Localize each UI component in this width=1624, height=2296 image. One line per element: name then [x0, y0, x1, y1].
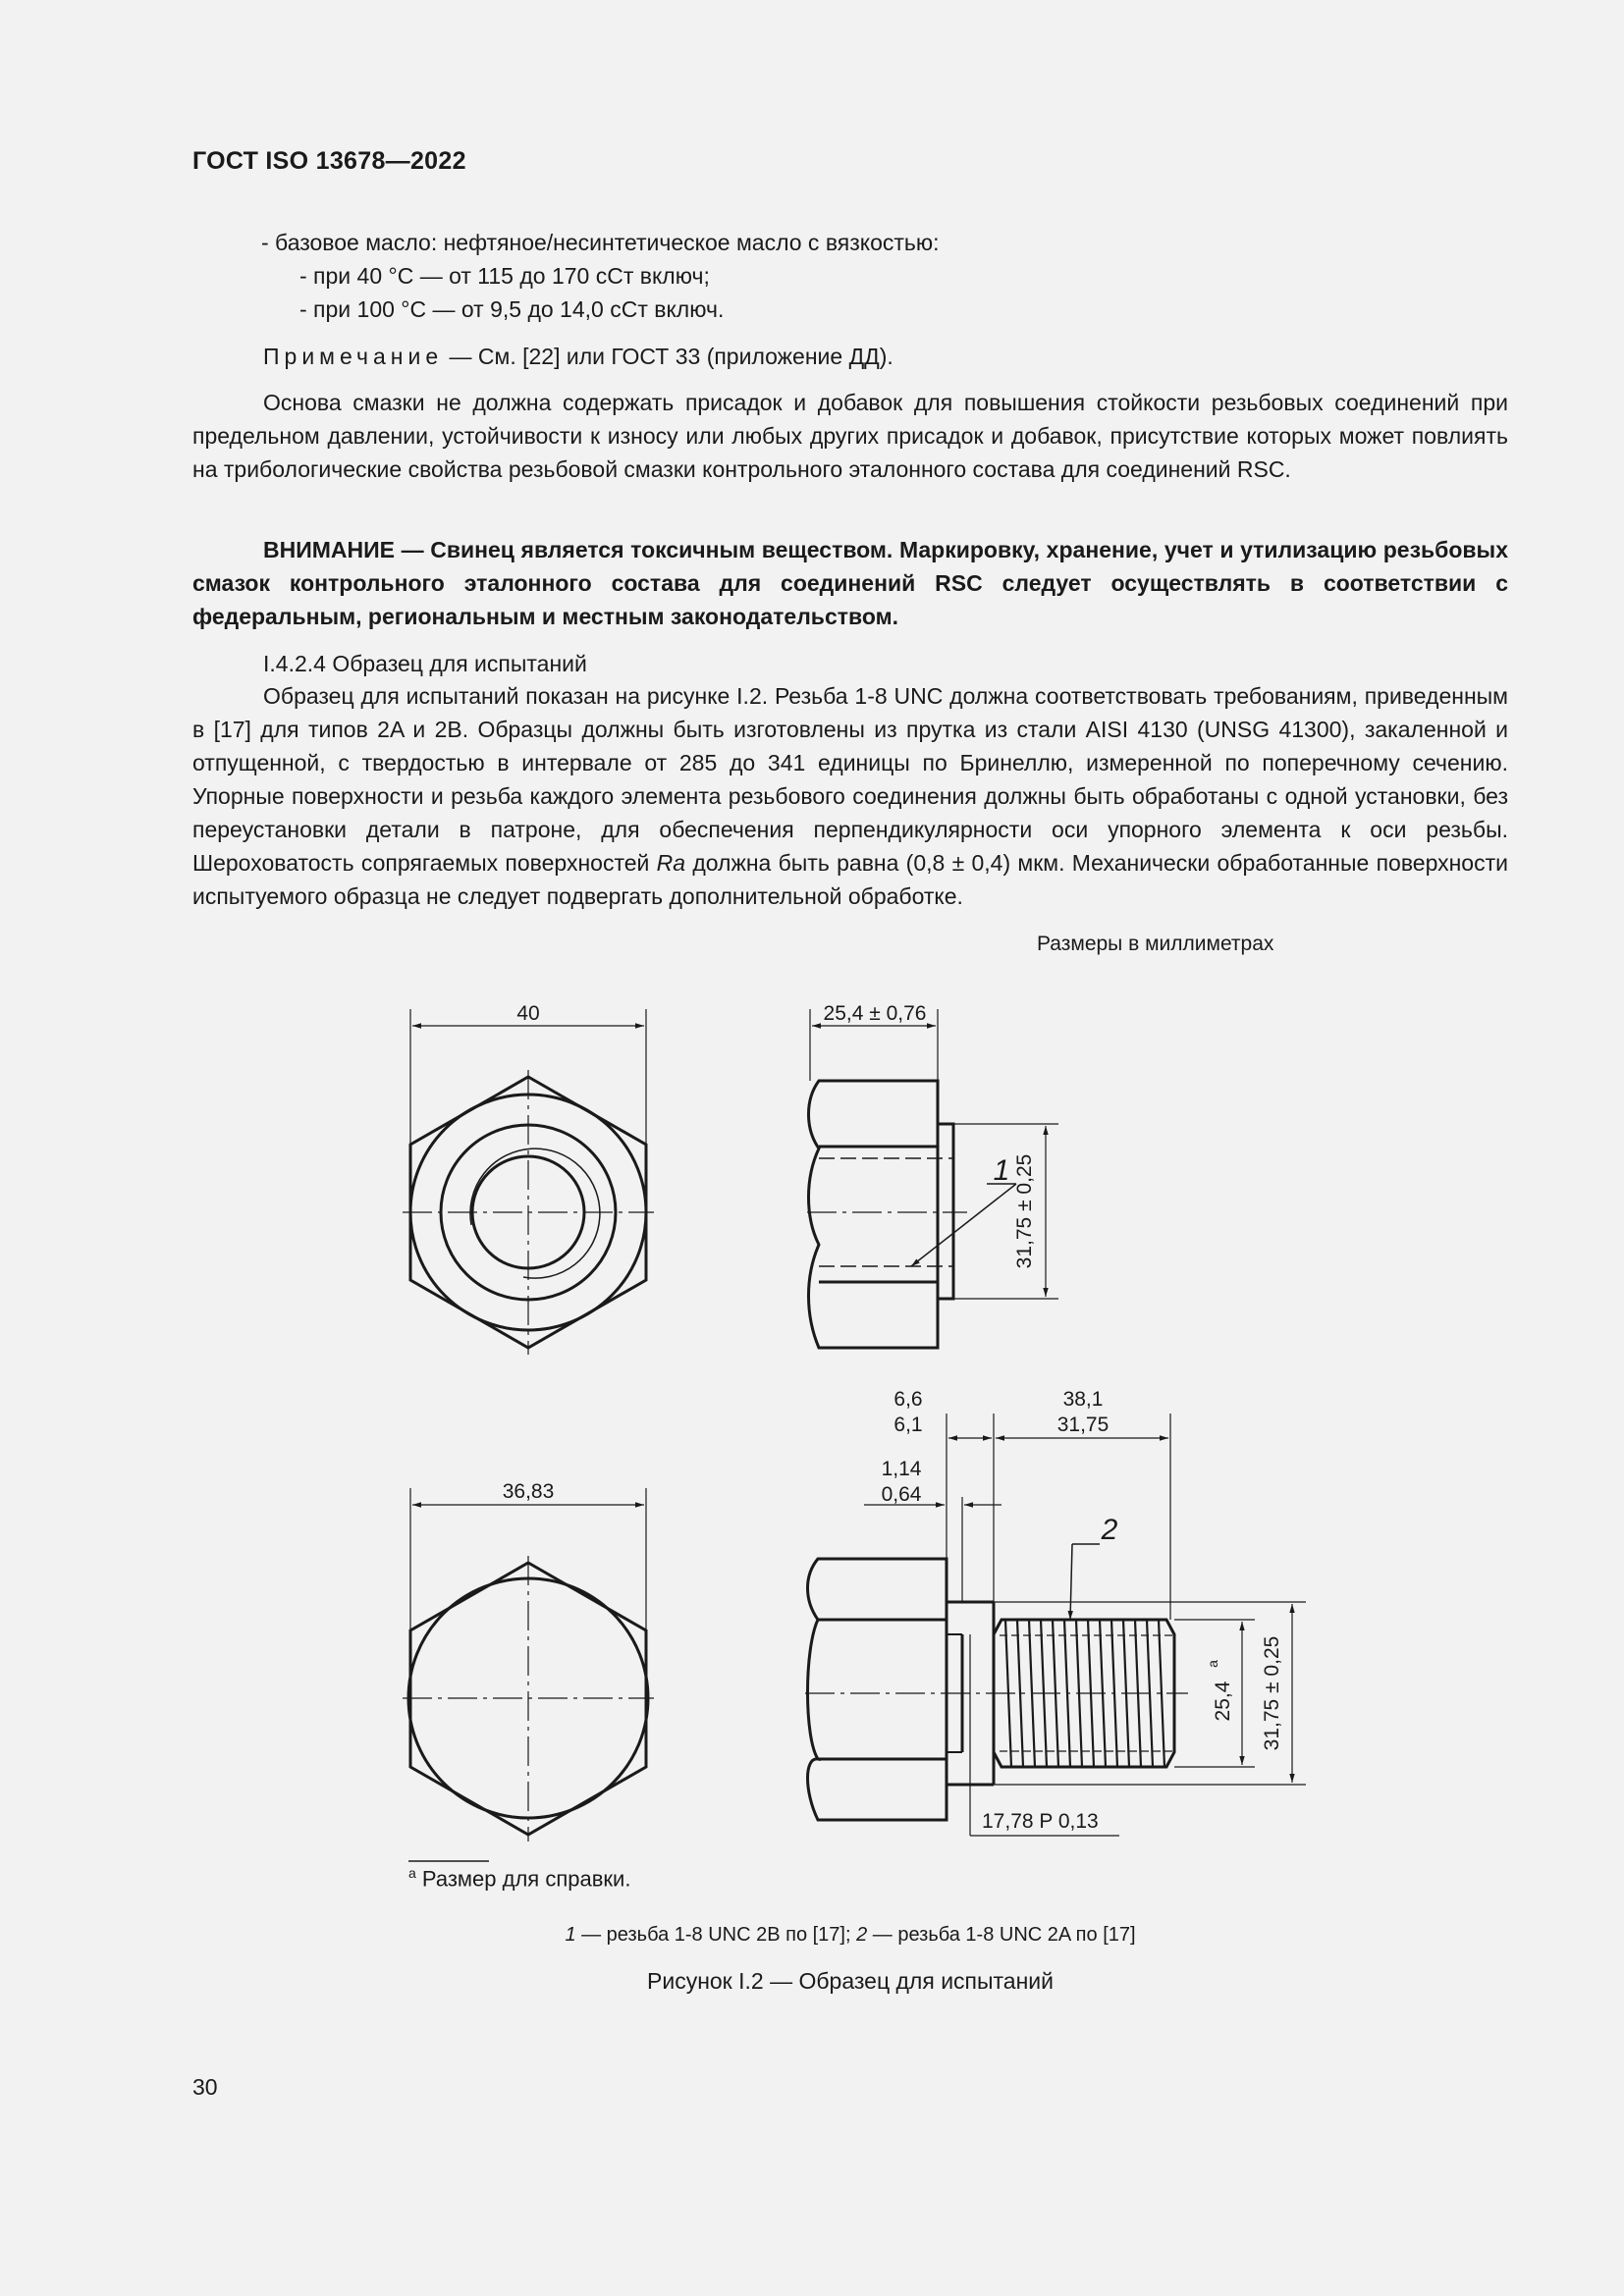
- document-header: ГОСТ ISO 13678—2022: [192, 147, 466, 175]
- page-number: 30: [192, 2074, 218, 2100]
- footnote-text: Размер для справки.: [415, 1866, 631, 1892]
- units-note: Размеры в миллиметрах: [1037, 933, 1274, 955]
- legend-text: — резьба 1-8 UNC 2A по [17]: [867, 1924, 1136, 1946]
- note-label: Примечание: [263, 344, 444, 369]
- legend-text: — резьба 1-8 UNC 2B по [17];: [575, 1924, 857, 1946]
- dim-nut-length: 25,4 ± 0,76: [823, 1002, 927, 1025]
- dim-c-top: 1,14: [881, 1458, 922, 1480]
- bolt-head-front-view: [403, 1488, 654, 1842]
- list-item: - базовое масло: нефтяное/несинтетическое масло с вязкостью:: [261, 230, 940, 255]
- dim-a-bottom: 6,1: [893, 1414, 923, 1436]
- warning-text: ВНИМАНИЕ — Свинец является токсичным веществом. Маркировку, хранение, учет и утилизацию резьбовых смазок контрольного эталонного состава для соединений RSC следует осуществлять в соответствии с федеральным, региональным и местным законодательством.: [192, 537, 1508, 629]
- dim-bolt-shank: 17,78 P 0,13: [982, 1810, 1099, 1833]
- dim-c-bottom: 0,64: [881, 1483, 922, 1506]
- dim-nut-thread-dia: 31,75 ± 0,25: [1013, 1153, 1036, 1269]
- dim-a-top: 6,6: [893, 1388, 923, 1411]
- section-body-text-end: должна быть равна (0,8 ± 0,4) мкм. Механически обработанные поверхности испытуемого образца не следует подвергать дополнительной обработке.: [192, 850, 1508, 909]
- dim-b-top: 38,1: [1062, 1388, 1104, 1411]
- list-subitem: - при 40 °C — от 115 до 170 сСт включ;: [299, 263, 710, 289]
- legend-num: 1: [565, 1924, 576, 1946]
- figure-caption: Рисунок I.2 — Образец для испытаний: [647, 1968, 1054, 1994]
- dim-thread-dia: 25,4: [1212, 1681, 1234, 1722]
- dim-bolt-dia: 31,75 ± 0,25: [1261, 1635, 1283, 1751]
- note-text: — См. [22] или ГОСТ 33 (приложение ДД).: [443, 344, 893, 369]
- dim-nut-width: 40: [516, 1002, 540, 1025]
- paragraph-text: Основа смазки не должна содержать присадок и добавок для повышения стойкости резьбовых соединений при предельном давлении, устойчивости к износу или любых других присадок и добавок, присутствие которых может повлиять на трибологические свойства резьбовой смазки контрольного эталонного состава для соединений RSC.: [192, 390, 1508, 482]
- dim-head-width: 36,83: [502, 1480, 555, 1503]
- figure-legend: [192, 1924, 1508, 1947]
- dim-thread-dia-sup: a: [1205, 1660, 1220, 1668]
- legend-num: 2: [856, 1924, 868, 1946]
- bolt-side-view: [805, 1414, 1306, 1836]
- callout-2: 2: [1101, 1514, 1118, 1546]
- callout-1: 1: [993, 1154, 1010, 1187]
- dim-b-bottom: 31,75: [1056, 1414, 1110, 1436]
- nut-front-view: [403, 1009, 654, 1355]
- section-body-text: Образец для испытаний показан на рисунке I.2. Резьба 1-8 UNC должна соответствовать требованиям, приведенным в [17] для типов 2A и 2B. Образцы должны быть изготовлены из прутка из стали AISI 4130 (UNSG 41300), закаленной и отпущенной, с твердостью в интервале от 285 до 341 единицы по Бринеллю, измеренной по поперечному сечению. Упорные поверхности и резьба каждого элемента резьбового соединения должны быть обработаны с одной установки, без переустановки детали в патроне, для обеспечения перпендикулярности оси упорного элемента к оси резьбы. Шероховатость сопрягаемых поверхностей: [192, 683, 1508, 876]
- section-heading: I.4.2.4 Образец для испытаний: [263, 651, 587, 676]
- footnote-mark: a: [408, 1865, 416, 1881]
- figure-footnote: [408, 1865, 630, 1892]
- list-subitem: - при 100 °C — от 9,5 до 14,0 сСт включ.: [299, 296, 725, 322]
- ra-symbol: Ra: [656, 850, 686, 876]
